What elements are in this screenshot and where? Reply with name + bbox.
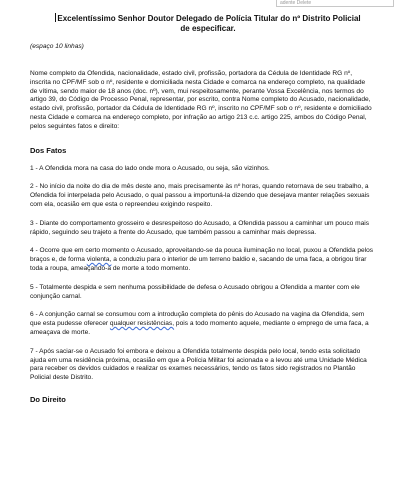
spellcheck-flag[interactable]: qualquer resistências, xyxy=(109,320,175,328)
fact-4-paragraph xyxy=(30,247,374,273)
fact-4-text-start: 4 - Ocorre que em certo momento o Acusado, aproveitando-se da pouca iluminação no local, puxou a Ofendida pelos braços e, de forma xyxy=(30,247,374,264)
fact-6-text-start: 6 - A conjunção carnal se consumou com a introdução completa do pênis do Acusado na vagina da Ofendida, sem que esta pudesse oferecer xyxy=(30,311,365,328)
intro-paragraph: Nome completo da Ofendida, nacionalidade, estado civil, profissão, portadora da Cédula de Identidade RG nº, inscrita no CPF/MF sob o nº, residente e domiciliada nesta Cidade e comarca na endereço completo, na qualidade de vítima, sendo maior de 18 anos (doc. nº), vem, mui respeitosamente, perante Vossa Excelência, nos termos do artigo 39, do Código de Processo Penal, representar, por escrito, contra Nome completo do Acusado, nacionalidade, estado civil, profissão, portador da Cédula de Identidade RG nº, inscrito no CPF/MF sob o nº, residente e domiciliado nesta Cidade e comarca na endereço completo, por infração ao artigo 213 c.c. artigo 225, ambos do Código Penal, pelos seguintes fatos e direito: xyxy=(30,70,372,130)
fact-2-paragraph: 2 - No início da noite do dia de mês deste ano, mais precisamente às nº horas, quando retornava de seu trabalho, a Ofendida foi interpelada pelo Acusado, o qual passou a importuná-la dizendo que desejava manter relações sexuais com ela, ocasião em que esta o repreendeu exigindo respeito. xyxy=(30,183,370,208)
fact-1-paragraph: 1 - A Ofendida mora na casa do lado onde mora o Acusado, ou seja, são vizinhos. xyxy=(30,164,270,172)
fact-6-paragraph xyxy=(30,311,374,337)
title-line-2: de especificar. xyxy=(180,24,236,33)
fact-7-paragraph: 7 - Após saciar-se o Acusado foi embora e deixou a Ofendida totalmente despida pelo local, tendo esta solicitado ajuda em uma residência próxima, ocasião em que a Polícia Militar foi acionada e a levou até uma Unidade Médica para receber os devidos cuidados e realizar os exames necessários, tendo os fatos sido registrados no Plantão Policial deste Distrito. xyxy=(30,347,367,382)
spacing-note: (espaço 10 linhas) xyxy=(30,43,84,50)
toolbar-label: adente Delete xyxy=(280,0,312,6)
fact-6-text-end: pois a todo momento aquele, mediante o emprego de uma faca, a ameaçava de morte. xyxy=(30,320,369,336)
law-heading: Do Direito xyxy=(30,394,66,404)
spellcheck-flag[interactable]: violenta, xyxy=(86,256,112,264)
title-line-1: Excelentíssimo Senhor Doutor Delegado de Polícia Titular do nº Distrito Policial xyxy=(57,14,361,23)
fact-3-paragraph: 3 - Diante do comportamento grosseiro e desrespeitoso do Acusado, a Ofendida passou a caminhar um pouco mais rápido, seguindo seu trajeto a frente do Acusado, que também passou a caminhar mais depressa. xyxy=(30,219,370,236)
toolbar-strip xyxy=(276,0,394,7)
fact-5-paragraph: 5 - Totalmente despida e sem nenhuma possibilidade de defesa o Acusado obrigou a Ofendida a manter com ele conjunção carnal. xyxy=(30,283,360,300)
facts-heading: Dos Fatos xyxy=(30,145,67,155)
fact-4-text-end: a conduziu para o interior de um terreno baldio e, sacando de uma faca, a obrigou tirar toda a roupa, ameaçando-a de morte a todo momento. xyxy=(30,256,367,272)
document-title xyxy=(42,13,374,34)
document-page xyxy=(30,13,374,404)
